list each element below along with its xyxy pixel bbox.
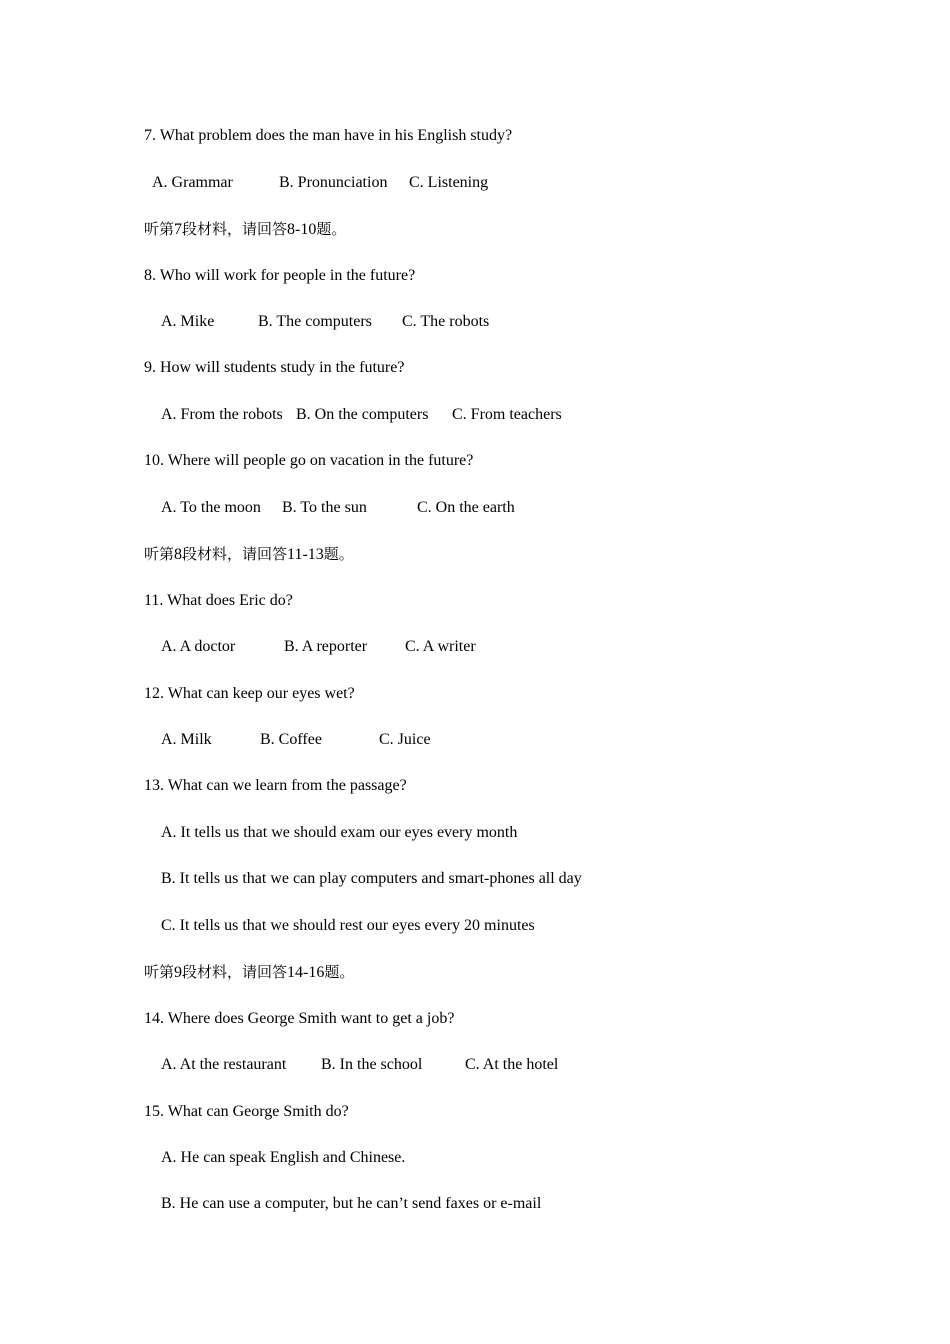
q13-option-b: B. It tells us that we can play computers and smart-phones all day [161, 870, 582, 887]
question-14: 14. Where does George Smith want to get a job? [144, 1010, 455, 1027]
question-9: 9. How will students study in the future? [144, 359, 405, 376]
q7-option-b: B. Pronunciation [279, 174, 388, 191]
q9-option-c: C. From teachers [452, 406, 562, 423]
q12-option-a: A. Milk [161, 731, 212, 748]
q7-option-c: C. Listening [409, 174, 489, 191]
q10-option-a: A. To the moon [161, 499, 261, 516]
q13-option-a: A. It tells us that we should exam our eyes every month [161, 824, 518, 841]
q8-option-a: A. Mike [161, 313, 215, 330]
q15-option-a: A. He can speak English and Chinese. [161, 1149, 406, 1166]
question-10: 10. Where will people go on vacation in the future? [144, 452, 474, 469]
question-13: 13. What can we learn from the passage? [144, 777, 407, 794]
q12-option-c: C. Juice [379, 731, 431, 748]
q14-option-c: C. At the hotel [465, 1056, 559, 1073]
q15-option-b: B. He can use a computer, but he can’t send faxes or e-mail [161, 1195, 542, 1212]
section-8-instruction: 听第8段材料，请回答11-13题。 [144, 545, 354, 563]
q12-option-b: B. Coffee [260, 731, 322, 748]
question-12: 12. What can keep our eyes wet? [144, 685, 355, 702]
section-7-instruction: 听第7段材料，请回答8-10题。 [144, 220, 347, 238]
question-7: 7. What problem does the man have in his English study? [144, 127, 513, 144]
question-11: 11. What does Eric do? [144, 592, 293, 609]
q8-option-b: B. The computers [258, 313, 372, 330]
q11-option-c: C. A writer [405, 638, 476, 655]
question-15: 15. What can George Smith do? [144, 1103, 349, 1120]
q10-option-b: B. To the sun [282, 499, 367, 516]
q11-option-b: B. A reporter [284, 638, 368, 655]
q14-option-a: A. At the restaurant [161, 1056, 287, 1073]
q13-option-c: C. It tells us that we should rest our eyes every 20 minutes [161, 917, 535, 934]
q9-option-b: B. On the computers [296, 406, 429, 423]
section-9-instruction: 听第9段材料，请回答14-16题。 [144, 963, 355, 981]
question-8: 8. Who will work for people in the future? [144, 267, 416, 284]
q14-option-b: B. In the school [321, 1056, 423, 1073]
q9-option-a: A. From the robots [161, 406, 283, 423]
q11-option-a: A. A doctor [161, 638, 236, 655]
q8-option-c: C. The robots [402, 313, 490, 330]
q10-option-c: C. On the earth [417, 499, 515, 516]
q7-option-a: A. Grammar [152, 174, 233, 191]
